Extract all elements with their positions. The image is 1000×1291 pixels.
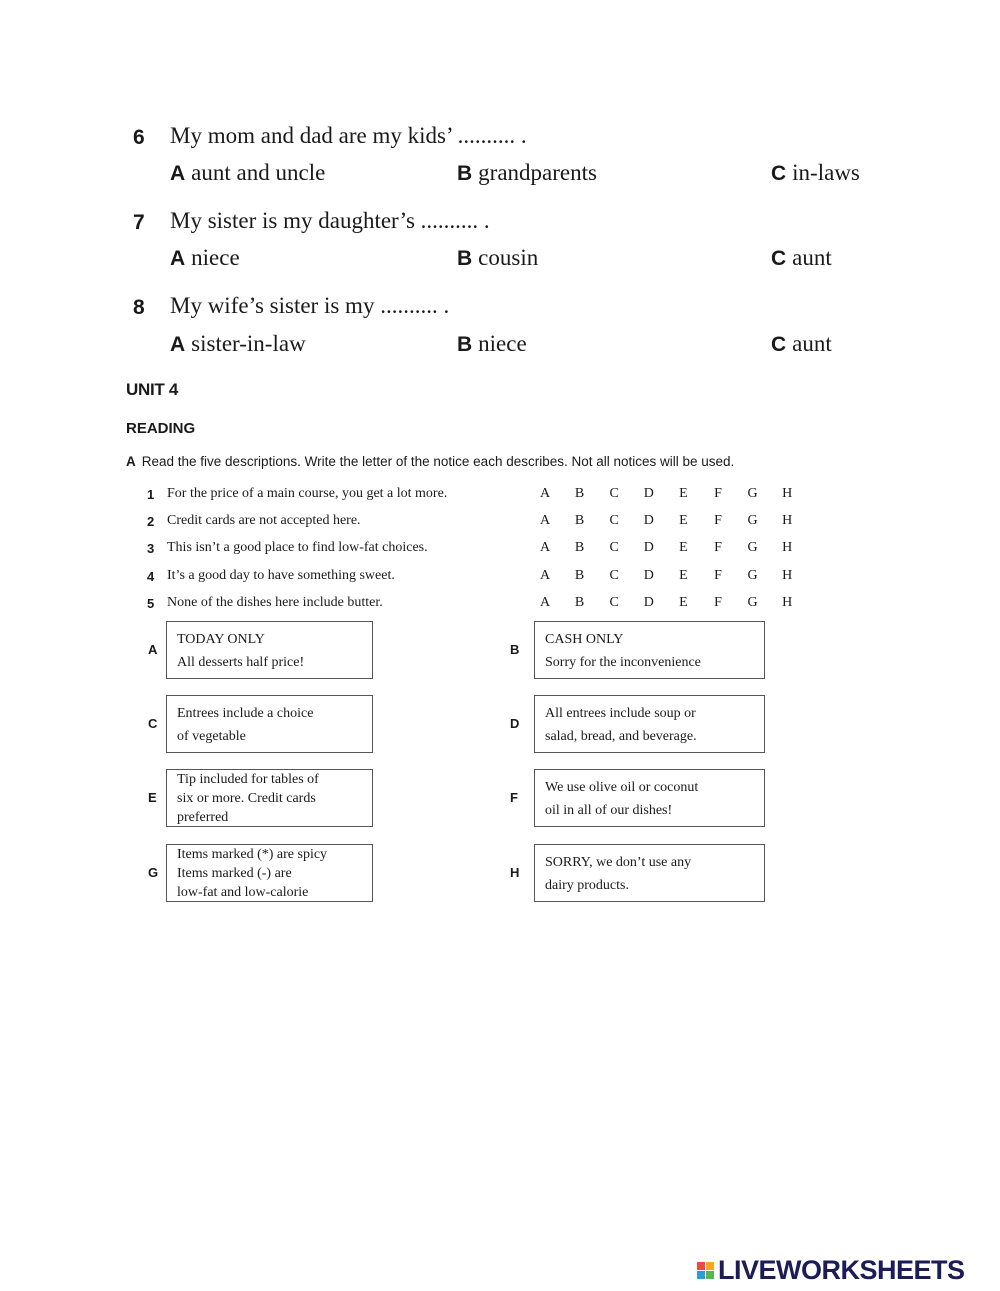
logo-square (706, 1262, 714, 1270)
choice-f[interactable]: F (714, 540, 722, 556)
choice-f[interactable]: F (714, 567, 722, 583)
option-text: sister-in-law (191, 331, 306, 356)
choice-h[interactable]: H (782, 540, 793, 556)
choice-e[interactable]: E (679, 540, 688, 556)
choice-c[interactable]: C (609, 567, 619, 583)
description-text: For the price of a main course, you get a lot more. (167, 486, 448, 501)
option-letter: A (170, 333, 186, 356)
option-text: aunt (792, 245, 832, 270)
choice-e[interactable]: E (679, 594, 688, 610)
notice-line: low-fat and low-calorie (177, 885, 309, 900)
description-number: 3 (147, 541, 155, 557)
question-text: My wife’s sister is my .......... . (170, 293, 450, 318)
footer-brand (697, 1255, 965, 1286)
question-text: My mom and dad are my kids’ .......... . (170, 123, 527, 148)
choice-b[interactable]: B (574, 513, 585, 529)
description-number: 5 (147, 595, 155, 611)
notice-line: Sorry for the inconvenience (545, 655, 701, 670)
notice-line: All entrees include soup or (545, 706, 696, 721)
notice-label: E (148, 790, 157, 805)
option-letter: B (457, 247, 473, 270)
option-c[interactable] (771, 331, 832, 357)
choice-g[interactable]: G (747, 513, 758, 529)
notice-line: Entrees include a choice (177, 706, 314, 721)
notice-label: D (510, 716, 520, 731)
option-text: niece (191, 245, 240, 270)
choice-c[interactable]: C (609, 540, 619, 556)
description-text: None of the dishes here include butter. (167, 594, 383, 610)
notice-line: Tip included for tables of (177, 772, 319, 787)
choice-c[interactable]: C (609, 594, 619, 610)
choice-b[interactable]: B (574, 540, 585, 556)
notice-box (166, 621, 373, 679)
choice-b[interactable]: B (574, 594, 585, 610)
option-letter: C (771, 333, 787, 356)
notice-line: TODAY ONLY (177, 632, 265, 647)
notice-line: oil in all of our dishes! (545, 803, 673, 818)
unit-title: UNIT 4 (126, 380, 179, 399)
notice-box (166, 844, 373, 902)
notice-line: SORRY, we don’t use any (545, 855, 692, 870)
option-c[interactable] (771, 245, 832, 271)
choice-a[interactable]: A (539, 567, 551, 583)
notice-line: CASH ONLY (545, 632, 624, 647)
notice-box (534, 695, 765, 753)
option-letter: A (170, 247, 186, 270)
notice-line: dairy products. (545, 878, 629, 893)
option-letter: A (170, 162, 186, 185)
choice-a[interactable]: A (539, 513, 551, 529)
description-number: 4 (147, 568, 155, 584)
choice-f[interactable]: F (714, 486, 722, 501)
option-b[interactable] (457, 245, 538, 271)
choice-e[interactable]: E (679, 486, 688, 501)
choice-h[interactable]: H (782, 513, 793, 529)
option-text: in-laws (792, 160, 860, 185)
question-number: 7 (133, 211, 145, 234)
brand-name: LIVEWORKSHEETS (718, 1255, 965, 1285)
choice-a[interactable]: A (539, 540, 551, 556)
choice-f[interactable]: F (714, 594, 722, 610)
option-letter: B (457, 162, 473, 185)
notice-label: G (148, 865, 159, 880)
option-text: grandparents (478, 160, 597, 185)
choice-d[interactable]: D (643, 513, 654, 529)
choice-h[interactable]: H (782, 567, 793, 583)
choice-g[interactable]: G (747, 567, 758, 583)
notice-box (534, 844, 765, 902)
option-c[interactable] (771, 160, 860, 186)
option-a[interactable] (170, 245, 240, 271)
description-number: 2 (147, 514, 155, 530)
option-b[interactable] (457, 331, 527, 357)
notice-label: B (510, 642, 520, 657)
option-a[interactable] (170, 331, 306, 357)
choice-c[interactable]: C (609, 513, 619, 529)
choice-e[interactable]: E (679, 567, 688, 583)
choice-g[interactable]: G (747, 594, 758, 610)
logo-icon (697, 1262, 714, 1279)
choice-b[interactable]: B (574, 567, 585, 583)
choice-h[interactable]: H (782, 486, 793, 501)
notice-line: Items marked (*) are spicy (177, 847, 328, 862)
choice-b[interactable]: B (574, 486, 585, 501)
question-number: 6 (133, 126, 145, 149)
notice-box (534, 621, 765, 679)
notice-line: Items marked (-) are (177, 866, 292, 881)
choice-f[interactable]: F (714, 513, 722, 529)
option-a[interactable] (170, 160, 325, 186)
choice-g[interactable]: G (747, 486, 758, 501)
description-text: It’s a good day to have something sweet. (167, 567, 395, 583)
option-text: niece (478, 331, 527, 356)
notice-line: preferred (177, 810, 229, 825)
option-letter: C (771, 162, 787, 185)
section-title: READING (126, 420, 196, 437)
option-text: cousin (478, 245, 539, 270)
question-number: 8 (133, 296, 145, 319)
logo-square (697, 1271, 705, 1279)
notice-line: salad, bread, and beverage. (545, 729, 697, 744)
notice-box (534, 769, 765, 827)
notice-line: of vegetable (177, 729, 246, 744)
description-text: This isn’t a good place to find low-fat choices. (167, 540, 428, 556)
option-text: aunt and uncle (191, 160, 326, 185)
choice-h[interactable]: H (782, 594, 793, 610)
question-text: My sister is my daughter’s .......... . (170, 208, 490, 233)
option-text: aunt (792, 331, 832, 356)
notice-line: We use olive oil or coconut (545, 780, 699, 795)
notice-label: H (510, 865, 520, 880)
notice-box (166, 695, 373, 753)
notice-label: A (148, 642, 158, 657)
choice-e[interactable]: E (679, 513, 688, 529)
notice-label: F (510, 790, 518, 805)
option-letter: C (771, 247, 787, 270)
choice-a[interactable]: A (539, 594, 551, 610)
instruction-letter: A (126, 454, 136, 469)
choice-d[interactable]: D (643, 540, 654, 556)
choice-d[interactable]: D (643, 594, 654, 610)
choice-a[interactable]: A (539, 486, 551, 501)
logo-square (697, 1262, 705, 1270)
choice-d[interactable]: D (643, 486, 654, 501)
instruction (126, 454, 886, 469)
notice-label: C (148, 716, 158, 731)
description-text: Credit cards are not accepted here. (167, 513, 361, 529)
notice-box (166, 769, 373, 827)
choice-g[interactable]: G (747, 540, 758, 556)
choice-c[interactable]: C (609, 486, 619, 501)
option-b[interactable] (457, 160, 597, 186)
option-letter: B (457, 333, 473, 356)
notice-line: All desserts half price! (177, 655, 305, 670)
instruction-text: Read the five descriptions. Write the letter of the notice each describes. Not all notices will be used. (141, 454, 735, 469)
description-number: 1 (147, 487, 155, 502)
notice-line: six or more. Credit cards (177, 791, 316, 806)
choice-d[interactable]: D (643, 567, 654, 583)
logo-square (706, 1271, 714, 1279)
